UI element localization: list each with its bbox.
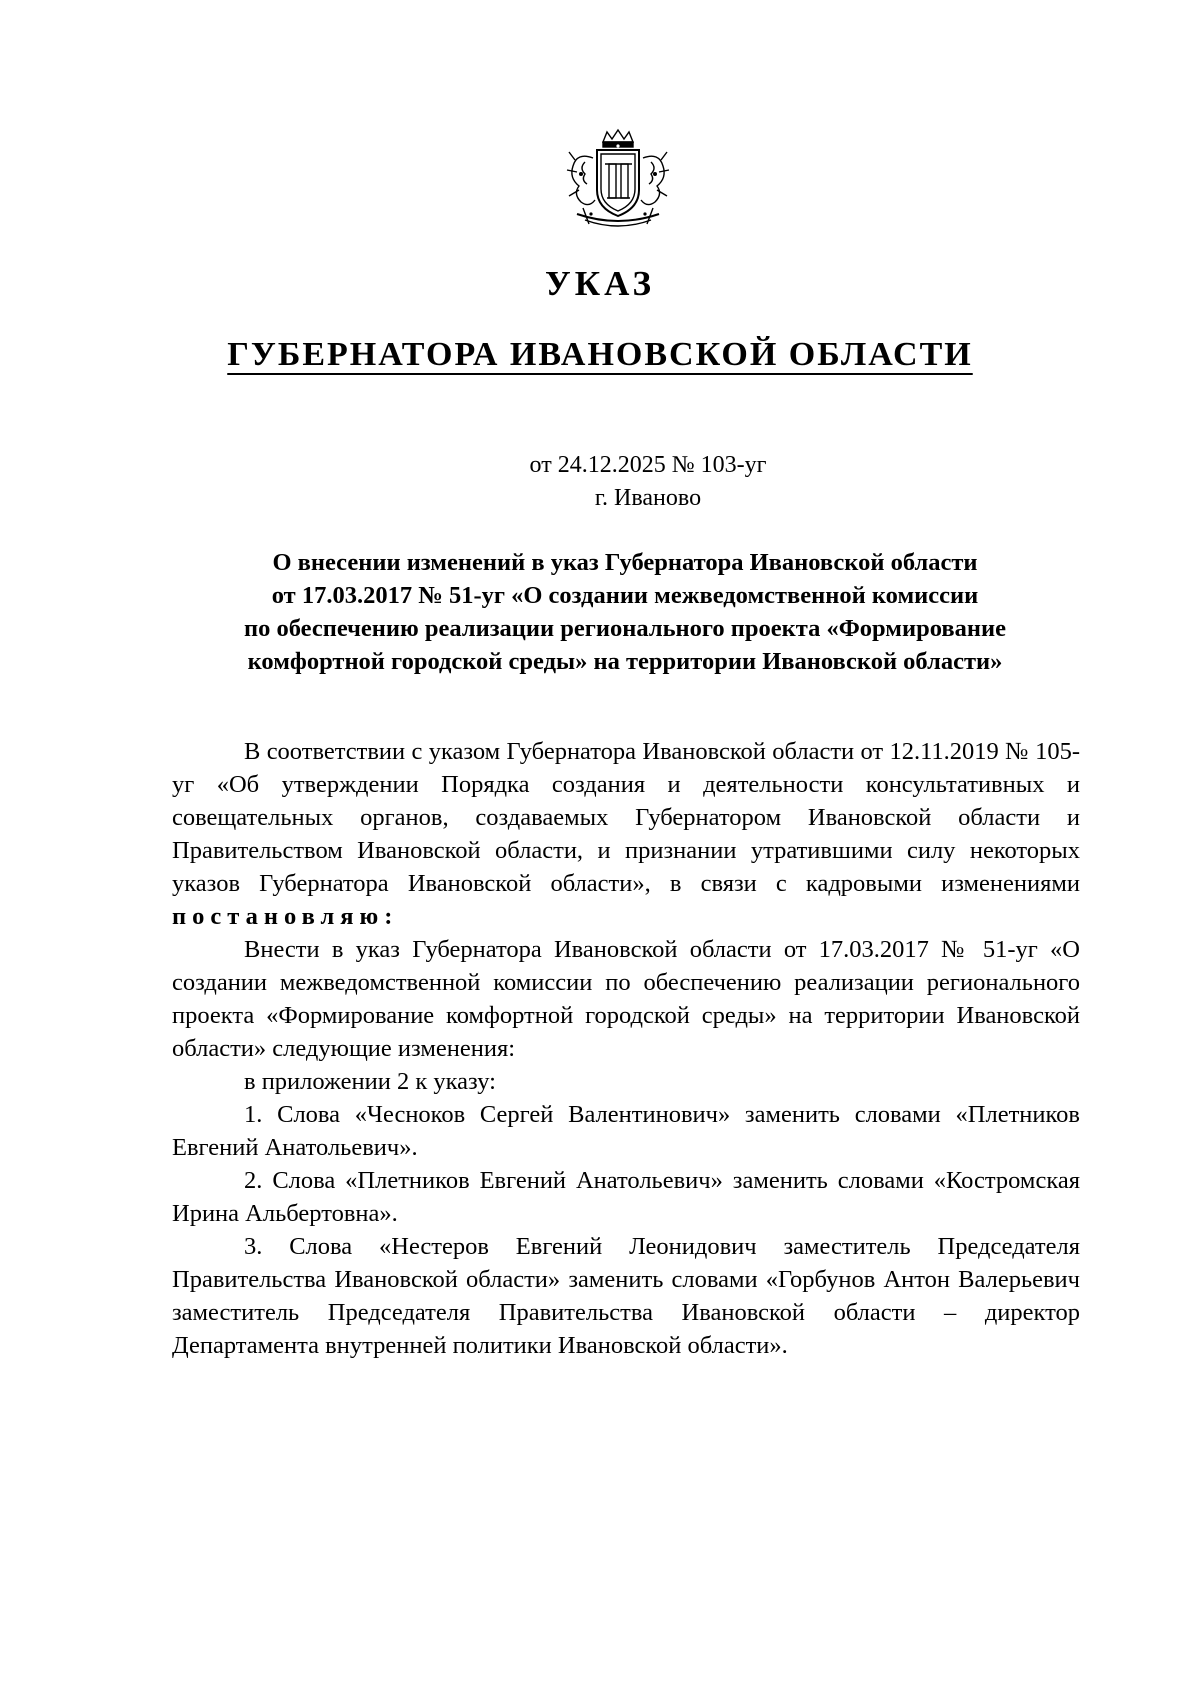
- subject-line: комфортной городской среды» на территории Ивановской области»: [247, 648, 1003, 675]
- document-subject: [170, 546, 1080, 678]
- main-paragraph: Внести в указ Губернатора Ивановской области от 17.03.2017 № 51-уг «О создании межведомственной комиссии по обеспечению реализации регионального проекта «Формирование комфортной городской среды» на территории Ивановской области» следующие изменения:: [172, 936, 1080, 1062]
- issuer-title: [0, 335, 1200, 381]
- city: г. Иваново: [594, 485, 702, 511]
- decree-word: постановляю:: [172, 903, 399, 930]
- amendment-item: 3. Слова «Нестеров Евгений Леонидович заместитель Председателя Правительства Ивановской области» заменить словами «Горбунов Антон Валерьевич заместитель Председателя Правительства Ивановской области – директор Департамента внутренней политики Ивановской области».: [172, 1233, 1080, 1359]
- amendment-item: 2. Слова «Плетников Евгений Анатольевич» заменить словами «Костромская Ирина Альбертовна».: [172, 1167, 1080, 1227]
- subject-line: от 17.03.2017 № 51-уг «О создании межведомственной комиссии: [271, 582, 979, 609]
- issuer-title-text: ГУБЕРНАТОРА ИВАНОВСКОЙ ОБЛАСТИ: [227, 336, 973, 373]
- subject-line: О внесении изменений в указ Губернатора Ивановской области: [272, 549, 978, 576]
- amendment-item: 1. Слова «Чесноков Сергей Валентинович» заменить словами «Плетников Евгений Анатольевич».: [172, 1101, 1080, 1161]
- subject-line: по обеспечению реализации регионального проекта «Формирование: [244, 615, 1006, 642]
- date-number: от 24.12.2025 № 103-уг: [529, 452, 767, 478]
- preamble-paragraph: [172, 735, 1080, 933]
- document-type-title: УКАЗ: [545, 264, 655, 303]
- preamble-text: В соответствии с указом Губернатора Ивановской области от 12.11.2019 № 105-уг «Об утверждении Порядка создания и деятельности консультативных и совещательных органов, создаваемых Губернатором Ивановской области и Правительством Ивановской области, и признании утратившими силу некоторых указов Губернатора Ивановской области», в связи с кадровыми изменениями: [172, 738, 1080, 897]
- document-body: [172, 735, 1080, 1362]
- coat-of-arms-icon: [555, 128, 681, 232]
- intro-line: в приложении 2 к указу:: [244, 1068, 496, 1095]
